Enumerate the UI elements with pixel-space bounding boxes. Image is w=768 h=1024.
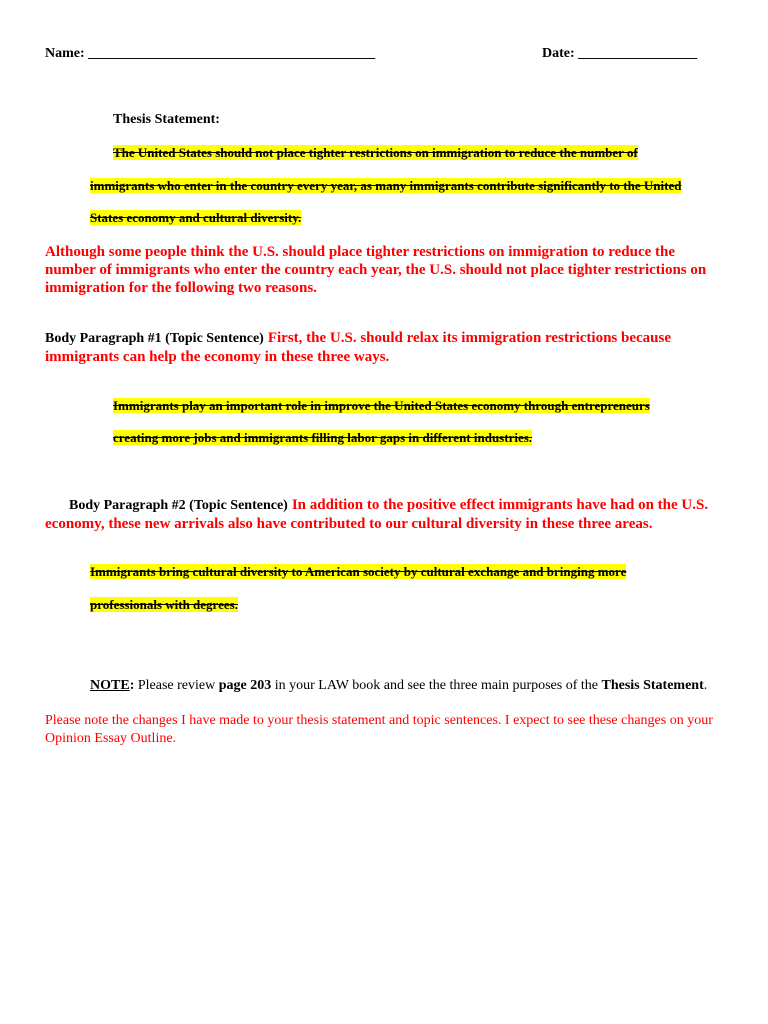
name-label: Name: (45, 46, 85, 61)
note-line: NOTE: Please review page 203 in your LAW book and see the three main purposes of the Thesis Statement. (90, 678, 708, 693)
note-label: NOTE (90, 678, 130, 693)
note-page-ref: page 203 (218, 678, 272, 693)
thesis-revision: Although some people think the U.S. should place tighter restrictions on immigration to reduce the number of immigrants who enter the country each year, the U.S. should not place tighter restrictions on immigration for the following two reasons. (45, 244, 707, 296)
body2-original-line1: Immigrants bring cultural diversity to American society by cultural exchange and bringing more (90, 564, 627, 579)
date-blank: _________________ (578, 46, 698, 61)
thesis-original-line1: The United States should not place tighter restrictions on immigration to reduce the number of (113, 145, 638, 160)
body2-label: Body Paragraph #2 (Topic Sentence) (69, 498, 288, 513)
body1-original-line1: Immigrants play an important role in improve the United States economy through entrepreneurs (113, 398, 650, 413)
body1-label: Body Paragraph #1 (Topic Sentence) (45, 331, 264, 346)
body1-topic-sentence (45, 329, 725, 366)
body2-original-line2: professionals with degrees. (90, 597, 238, 612)
teacher-comment: Please note the changes I have made to your thesis statement and topic sentences. I expect to see these changes on your Opinion Essay Outline. (45, 713, 713, 746)
date-label: Date: (542, 46, 575, 61)
date-line (542, 46, 697, 62)
thesis-label: Thesis Statement: (113, 112, 220, 127)
body2-revision: In addition to the positive effect immigrants have had on the U.S. economy, these new arrivals also have contributed to our cultural diversity in these three areas. (45, 497, 709, 532)
name-line (45, 46, 375, 62)
thesis-original-line3: States economy and cultural diversity. (90, 210, 302, 225)
name-blank: _________________________________________ (88, 46, 376, 61)
note-thesis-term: Thesis Statement (601, 678, 704, 693)
body2-topic-sentence (45, 496, 725, 533)
body1-original-line2: creating more jobs and immigrants filling labor gaps in different industries. (113, 430, 533, 445)
body1-revision: First, the U.S. should relax its immigration restrictions because immigrants can help the economy in these three ways. (45, 330, 671, 365)
thesis-original-line2: immigrants who enter in the country every year, as many immigrants contribute significantly to the United (90, 178, 682, 193)
